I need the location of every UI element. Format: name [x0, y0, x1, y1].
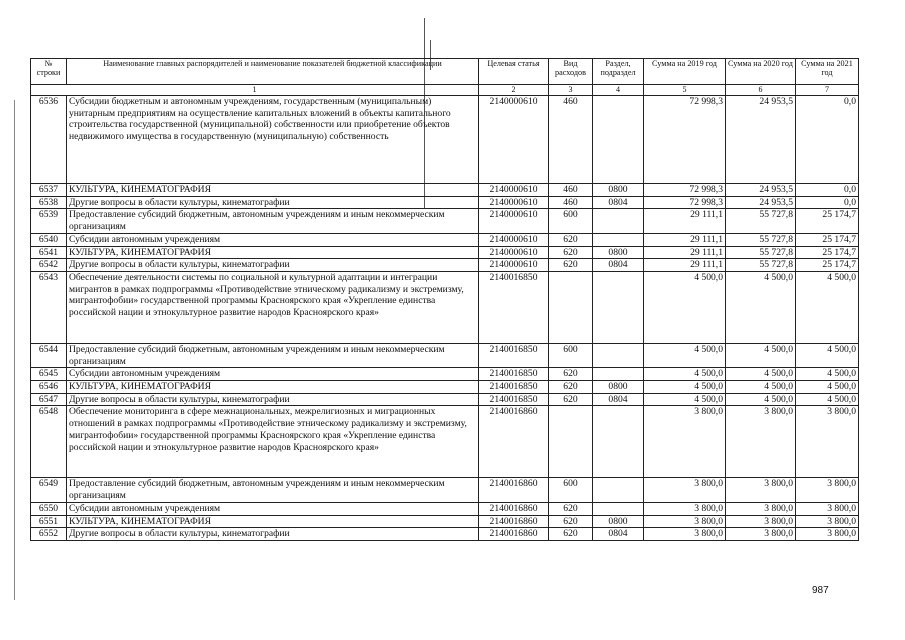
- row-target-code: 2140000610: [479, 246, 549, 259]
- row-target-code: 2140000610: [479, 209, 549, 233]
- table-row: [31, 196, 859, 209]
- row-sum-2021: 4 500,0: [796, 368, 859, 381]
- row-expense-type: [549, 271, 593, 343]
- table-row: [31, 184, 859, 197]
- row-expense-type: 600: [549, 343, 593, 367]
- row-sum-2019: 4 500,0: [644, 393, 726, 406]
- table-row: [31, 515, 859, 528]
- table-row: [31, 271, 859, 343]
- row-expense-type: 620: [549, 259, 593, 272]
- row-section: [593, 96, 644, 184]
- row-sum-2020: 55 727,8: [726, 209, 796, 233]
- row-sum-2019: 72 998,3: [644, 196, 726, 209]
- row-name: КУЛЬТУРА, КИНЕМАТОГРАФИЯ: [67, 246, 479, 259]
- row-expense-type: 620: [549, 393, 593, 406]
- row-expense-type: 620: [549, 381, 593, 394]
- row-sum-2021: 4 500,0: [796, 381, 859, 394]
- row-expense-type: 620: [549, 246, 593, 259]
- table-row: [31, 343, 859, 367]
- row-sum-2020: 55 727,8: [726, 246, 796, 259]
- header-sum-2019: Сумма на 2019 год: [644, 59, 726, 85]
- row-sum-2020: 4 500,0: [726, 343, 796, 367]
- row-name: Обеспечение мониторинга в сфере межнациональных, межрелигиозных и миграционных отношений в рамках подпрограммы «Противодействие этническому радикализму и экстремизму, мигрантофобии» государственной программы Красноярского края «Укрепление единства российской нации и этнокультурное развитие народов Красноярского края»: [67, 406, 479, 478]
- row-expense-type: 620: [549, 515, 593, 528]
- row-sum-2021: 4 500,0: [796, 393, 859, 406]
- row-number: 6542: [31, 259, 67, 272]
- row-target-code: 2140000610: [479, 196, 549, 209]
- row-number: 6541: [31, 246, 67, 259]
- table-row: [31, 502, 859, 515]
- row-number: 6545: [31, 368, 67, 381]
- row-sum-2020: 24 953,5: [726, 184, 796, 197]
- row-section: 0804: [593, 259, 644, 272]
- page-number: 987: [812, 585, 829, 596]
- table-row: [31, 381, 859, 394]
- row-sum-2020: 4 500,0: [726, 381, 796, 394]
- row-number: 6543: [31, 271, 67, 343]
- row-number: 6544: [31, 343, 67, 367]
- row-sum-2021: 25 174,7: [796, 233, 859, 246]
- row-sum-2021: 0,0: [796, 196, 859, 209]
- row-target-code: 2140016860: [479, 515, 549, 528]
- table-row: [31, 246, 859, 259]
- row-sum-2020: 3 800,0: [726, 515, 796, 528]
- table-row: [31, 96, 859, 184]
- col-number: 1: [31, 85, 479, 96]
- row-name: Другие вопросы в области культуры, кинематографии: [67, 196, 479, 209]
- row-name: Субсидии автономным учреждениям: [67, 233, 479, 246]
- column-number-row: [31, 85, 859, 96]
- row-number: 6550: [31, 502, 67, 515]
- header-no: № строки: [31, 59, 67, 85]
- row-number: 6537: [31, 184, 67, 197]
- row-sum-2021: 25 174,7: [796, 246, 859, 259]
- row-expense-type: 620: [549, 368, 593, 381]
- row-expense-type: 460: [549, 184, 593, 197]
- row-section: [593, 478, 644, 502]
- row-name: Другие вопросы в области культуры, кинематографии: [67, 259, 479, 272]
- row-name: Субсидии бюджетным и автономным учреждениям, государственным (муниципальным) унитарным предприятиям на осуществление капитальных вложений в объекты капитального строительства государственной (муниципальной) собственности или приобретение объектов недвижимого имущества в государственную (муниципальную) собственность: [67, 96, 479, 184]
- row-sum-2019: 4 500,0: [644, 381, 726, 394]
- row-section: 0804: [593, 196, 644, 209]
- row-number: 6540: [31, 233, 67, 246]
- row-number: 6548: [31, 406, 67, 478]
- row-section: [593, 368, 644, 381]
- row-sum-2020: 4 500,0: [726, 271, 796, 343]
- row-sum-2019: 29 111,1: [644, 259, 726, 272]
- row-section: 0800: [593, 381, 644, 394]
- row-name: Субсидии автономным учреждениям: [67, 502, 479, 515]
- row-sum-2021: 0,0: [796, 184, 859, 197]
- header-sum-2020: Сумма на 2020 год: [726, 59, 796, 85]
- row-name: Другие вопросы в области культуры, кинематографии: [67, 393, 479, 406]
- row-name: Другие вопросы в области культуры, кинематографии: [67, 528, 479, 541]
- row-sum-2020: 4 500,0: [726, 393, 796, 406]
- row-number: 6546: [31, 381, 67, 394]
- row-sum-2020: 4 500,0: [726, 368, 796, 381]
- row-expense-type: [549, 406, 593, 478]
- row-expense-type: 620: [549, 233, 593, 246]
- row-target-code: 2140016860: [479, 528, 549, 541]
- row-sum-2021: 4 500,0: [796, 343, 859, 367]
- row-expense-type: 600: [549, 209, 593, 233]
- row-sum-2020: 55 727,8: [726, 259, 796, 272]
- row-sum-2019: 29 111,1: [644, 233, 726, 246]
- row-sum-2020: 24 953,5: [726, 96, 796, 184]
- header-row: [31, 59, 859, 85]
- header-sum-2021: Сумма на 2021 год: [796, 59, 859, 85]
- col-number: 7: [796, 85, 859, 96]
- row-section: 0804: [593, 528, 644, 541]
- row-sum-2020: 3 800,0: [726, 406, 796, 478]
- row-section: [593, 233, 644, 246]
- row-section: [593, 406, 644, 478]
- col-number: 5: [644, 85, 726, 96]
- row-sum-2021: 3 800,0: [796, 502, 859, 515]
- row-number: 6549: [31, 478, 67, 502]
- budget-table: [30, 58, 859, 541]
- row-sum-2020: 55 727,8: [726, 233, 796, 246]
- row-number: 6547: [31, 393, 67, 406]
- row-sum-2021: 4 500,0: [796, 271, 859, 343]
- table-row: [31, 406, 859, 478]
- header-vid: Вид расходов: [549, 59, 593, 85]
- row-target-code: 2140000610: [479, 96, 549, 184]
- row-expense-type: 460: [549, 96, 593, 184]
- row-number: 6552: [31, 528, 67, 541]
- row-sum-2020: 3 800,0: [726, 502, 796, 515]
- col-number: 2: [479, 85, 549, 96]
- row-number: 6536: [31, 96, 67, 184]
- table-row: [31, 259, 859, 272]
- row-target-code: 2140016860: [479, 406, 549, 478]
- row-sum-2019: 3 800,0: [644, 515, 726, 528]
- row-target-code: 2140000610: [479, 259, 549, 272]
- row-sum-2019: 29 111,1: [644, 246, 726, 259]
- table-row: [31, 528, 859, 541]
- row-sum-2019: 72 998,3: [644, 184, 726, 197]
- header-name: Наименование главных распорядителей и наименование показателей бюджетной классификации: [67, 59, 479, 85]
- row-section: 0800: [593, 515, 644, 528]
- row-target-code: 2140016850: [479, 393, 549, 406]
- row-name: Предоставление субсидий бюджетным, автономным учреждениям и иным некоммерческим организациям: [67, 343, 479, 367]
- table-row: [31, 478, 859, 502]
- row-sum-2019: 4 500,0: [644, 343, 726, 367]
- row-sum-2021: 3 800,0: [796, 406, 859, 478]
- header-razdel: Раздел, подраздел: [593, 59, 644, 85]
- table-row: [31, 368, 859, 381]
- row-target-code: 2140016850: [479, 343, 549, 367]
- table-row: [31, 209, 859, 233]
- row-sum-2019: 4 500,0: [644, 271, 726, 343]
- row-number: 6539: [31, 209, 67, 233]
- row-section: 0800: [593, 184, 644, 197]
- row-name: КУЛЬТУРА, КИНЕМАТОГРАФИЯ: [67, 184, 479, 197]
- row-number: 6551: [31, 515, 67, 528]
- table-body: [31, 96, 859, 541]
- row-section: [593, 502, 644, 515]
- row-target-code: 2140000610: [479, 233, 549, 246]
- col-number: 6: [726, 85, 796, 96]
- row-section: [593, 209, 644, 233]
- row-target-code: 2140000610: [479, 184, 549, 197]
- row-section: 0804: [593, 393, 644, 406]
- row-target-code: 2140016860: [479, 478, 549, 502]
- table-row: [31, 393, 859, 406]
- row-target-code: 2140016850: [479, 271, 549, 343]
- row-target-code: 2140016850: [479, 381, 549, 394]
- row-sum-2019: 3 800,0: [644, 528, 726, 541]
- row-sum-2021: 3 800,0: [796, 515, 859, 528]
- row-expense-type: 620: [549, 528, 593, 541]
- row-sum-2019: 3 800,0: [644, 406, 726, 478]
- row-sum-2019: 3 800,0: [644, 478, 726, 502]
- row-sum-2020: 3 800,0: [726, 528, 796, 541]
- row-sum-2020: 24 953,5: [726, 196, 796, 209]
- row-name: КУЛЬТУРА, КИНЕМАТОГРАФИЯ: [67, 515, 479, 528]
- row-expense-type: 600: [549, 478, 593, 502]
- row-name: Обеспечение деятельности системы по социальной и культурной адаптации и интеграции мигрантов в рамках подпрограммы «Противодействие этническому радикализму и экстремизму, мигрантофобии» государственной программы Красноярского края «Укрепление единства российской нации и этнокультурное развитие народов Красноярского края»: [67, 271, 479, 343]
- header-code: Целевая статья: [479, 59, 549, 85]
- row-number: 6538: [31, 196, 67, 209]
- row-section: [593, 271, 644, 343]
- row-target-code: 2140016850: [479, 368, 549, 381]
- row-name: КУЛЬТУРА, КИНЕМАТОГРАФИЯ: [67, 381, 479, 394]
- col-number: 3: [549, 85, 593, 96]
- row-sum-2019: 3 800,0: [644, 502, 726, 515]
- table-row: [31, 233, 859, 246]
- row-sum-2020: 3 800,0: [726, 478, 796, 502]
- scan-artifact-line: [14, 100, 15, 600]
- row-sum-2021: 3 800,0: [796, 478, 859, 502]
- row-sum-2019: 72 998,3: [644, 96, 726, 184]
- row-sum-2019: 29 111,1: [644, 209, 726, 233]
- row-name: Предоставление субсидий бюджетным, автономным учреждениям и иным некоммерческим организациям: [67, 209, 479, 233]
- row-section: 0800: [593, 246, 644, 259]
- row-sum-2021: 0,0: [796, 96, 859, 184]
- row-expense-type: 620: [549, 502, 593, 515]
- col-number: 4: [593, 85, 644, 96]
- row-expense-type: 460: [549, 196, 593, 209]
- row-section: [593, 343, 644, 367]
- row-sum-2019: 4 500,0: [644, 368, 726, 381]
- row-sum-2021: 25 174,7: [796, 259, 859, 272]
- row-target-code: 2140016860: [479, 502, 549, 515]
- row-sum-2021: 25 174,7: [796, 209, 859, 233]
- row-sum-2021: 3 800,0: [796, 528, 859, 541]
- row-name: Субсидии автономным учреждениям: [67, 368, 479, 381]
- row-name: Предоставление субсидий бюджетным, автономным учреждениям и иным некоммерческим организациям: [67, 478, 479, 502]
